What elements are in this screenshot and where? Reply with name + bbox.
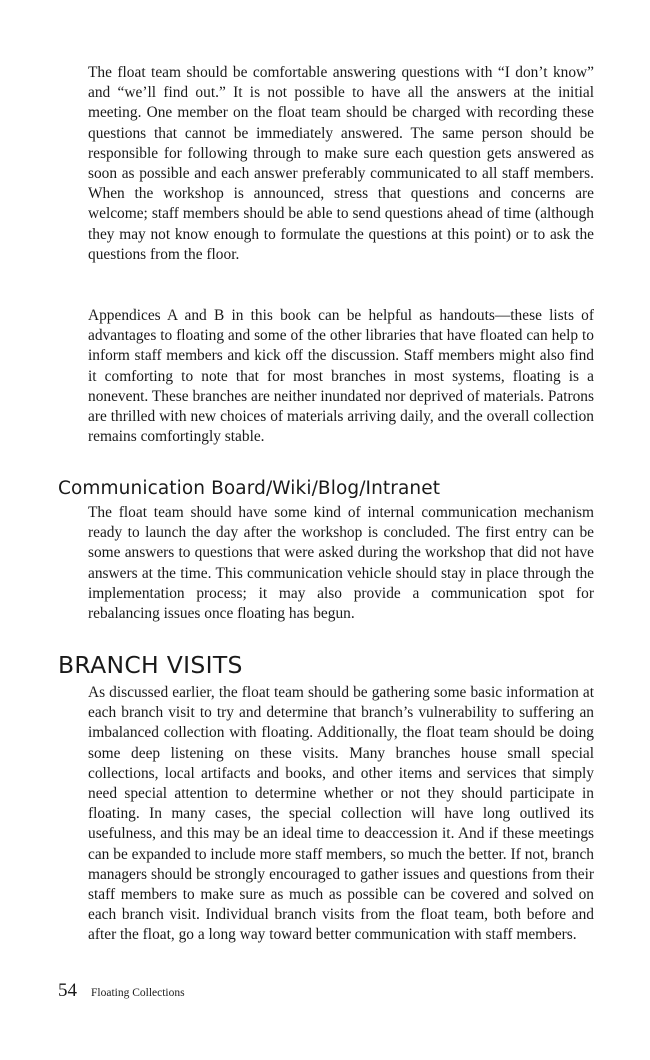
page-footer bbox=[58, 980, 185, 1002]
section-heading-branch-visits: BRANCH VISITS bbox=[58, 651, 243, 679]
running-title: Floating Collections bbox=[91, 987, 185, 999]
section-subheading-communication: Communication Board/Wiki/Blog/Intranet bbox=[58, 478, 441, 499]
body-paragraph-communication: The float team should have some kind of internal communication mechanism ready to launch the day after the workshop is concluded. The first entry can be some answers to questions that were asked during the workshop that did not have answers at the time. This communication vehicle should stay in place through the implementation process; it may also provide a communication spot for rebalancing issues once floating has begun. bbox=[88, 504, 594, 623]
body-paragraph-questions: The float team should be comfortable answering questions with “I don’t know” and “we’ll find out.” It is not possible to have all the answers at the initial meeting. One member on the float team should be charged with recording these questions that cannot be immediately answered. The same person should be responsible for following through to make sure each question gets answered as soon as possible and each answer preferably communicated to all staff members. When the workshop is announced, stress that questions and concerns are welcome; staff members should be able to send questions ahead of time (although they may not know enough to formulate the questions at this point) or to ask the questions from the floor. bbox=[88, 64, 594, 263]
body-paragraph-branch-visits: As discussed earlier, the float team should be gathering some basic information at each branch visit to try and determine that branch’s vulnerability to suffering an imbalanced collection with floating. Additionally, the float team should be doing some deep listening on these visits. Many branches house small special collections, local artifacts and books, and other items and services that simply need special attention to determine whether or not they should participate in floating. In many cases, the special collection will have long outlived its usefulness, and this may be an ideal time to deaccession it. And if these meetings can be expanded to include more staff members, so much the better. If not, branch managers should be strongly encouraged to gather issues and questions from their staff members to make sure as much as possible can be covered and solved on each branch visit. Individual branch visits from the float team, both before and after the float, go a long way toward better communication with staff members. bbox=[88, 684, 594, 944]
body-paragraph-appendices: Appendices A and B in this book can be helpful as handouts—these lists of advantages to floating and some of the other libraries that have floated can help to inform staff members and kick off the discussion. Staff members might also find it comforting to note that for most branches in most systems, floating is a nonevent. These branches are neither inundated nor deprived of materials. Patrons are thrilled with new choices of materials arriving daily, and the overall collection remains comfortingly stable. bbox=[88, 307, 594, 446]
page-number: 54 bbox=[58, 980, 77, 1001]
